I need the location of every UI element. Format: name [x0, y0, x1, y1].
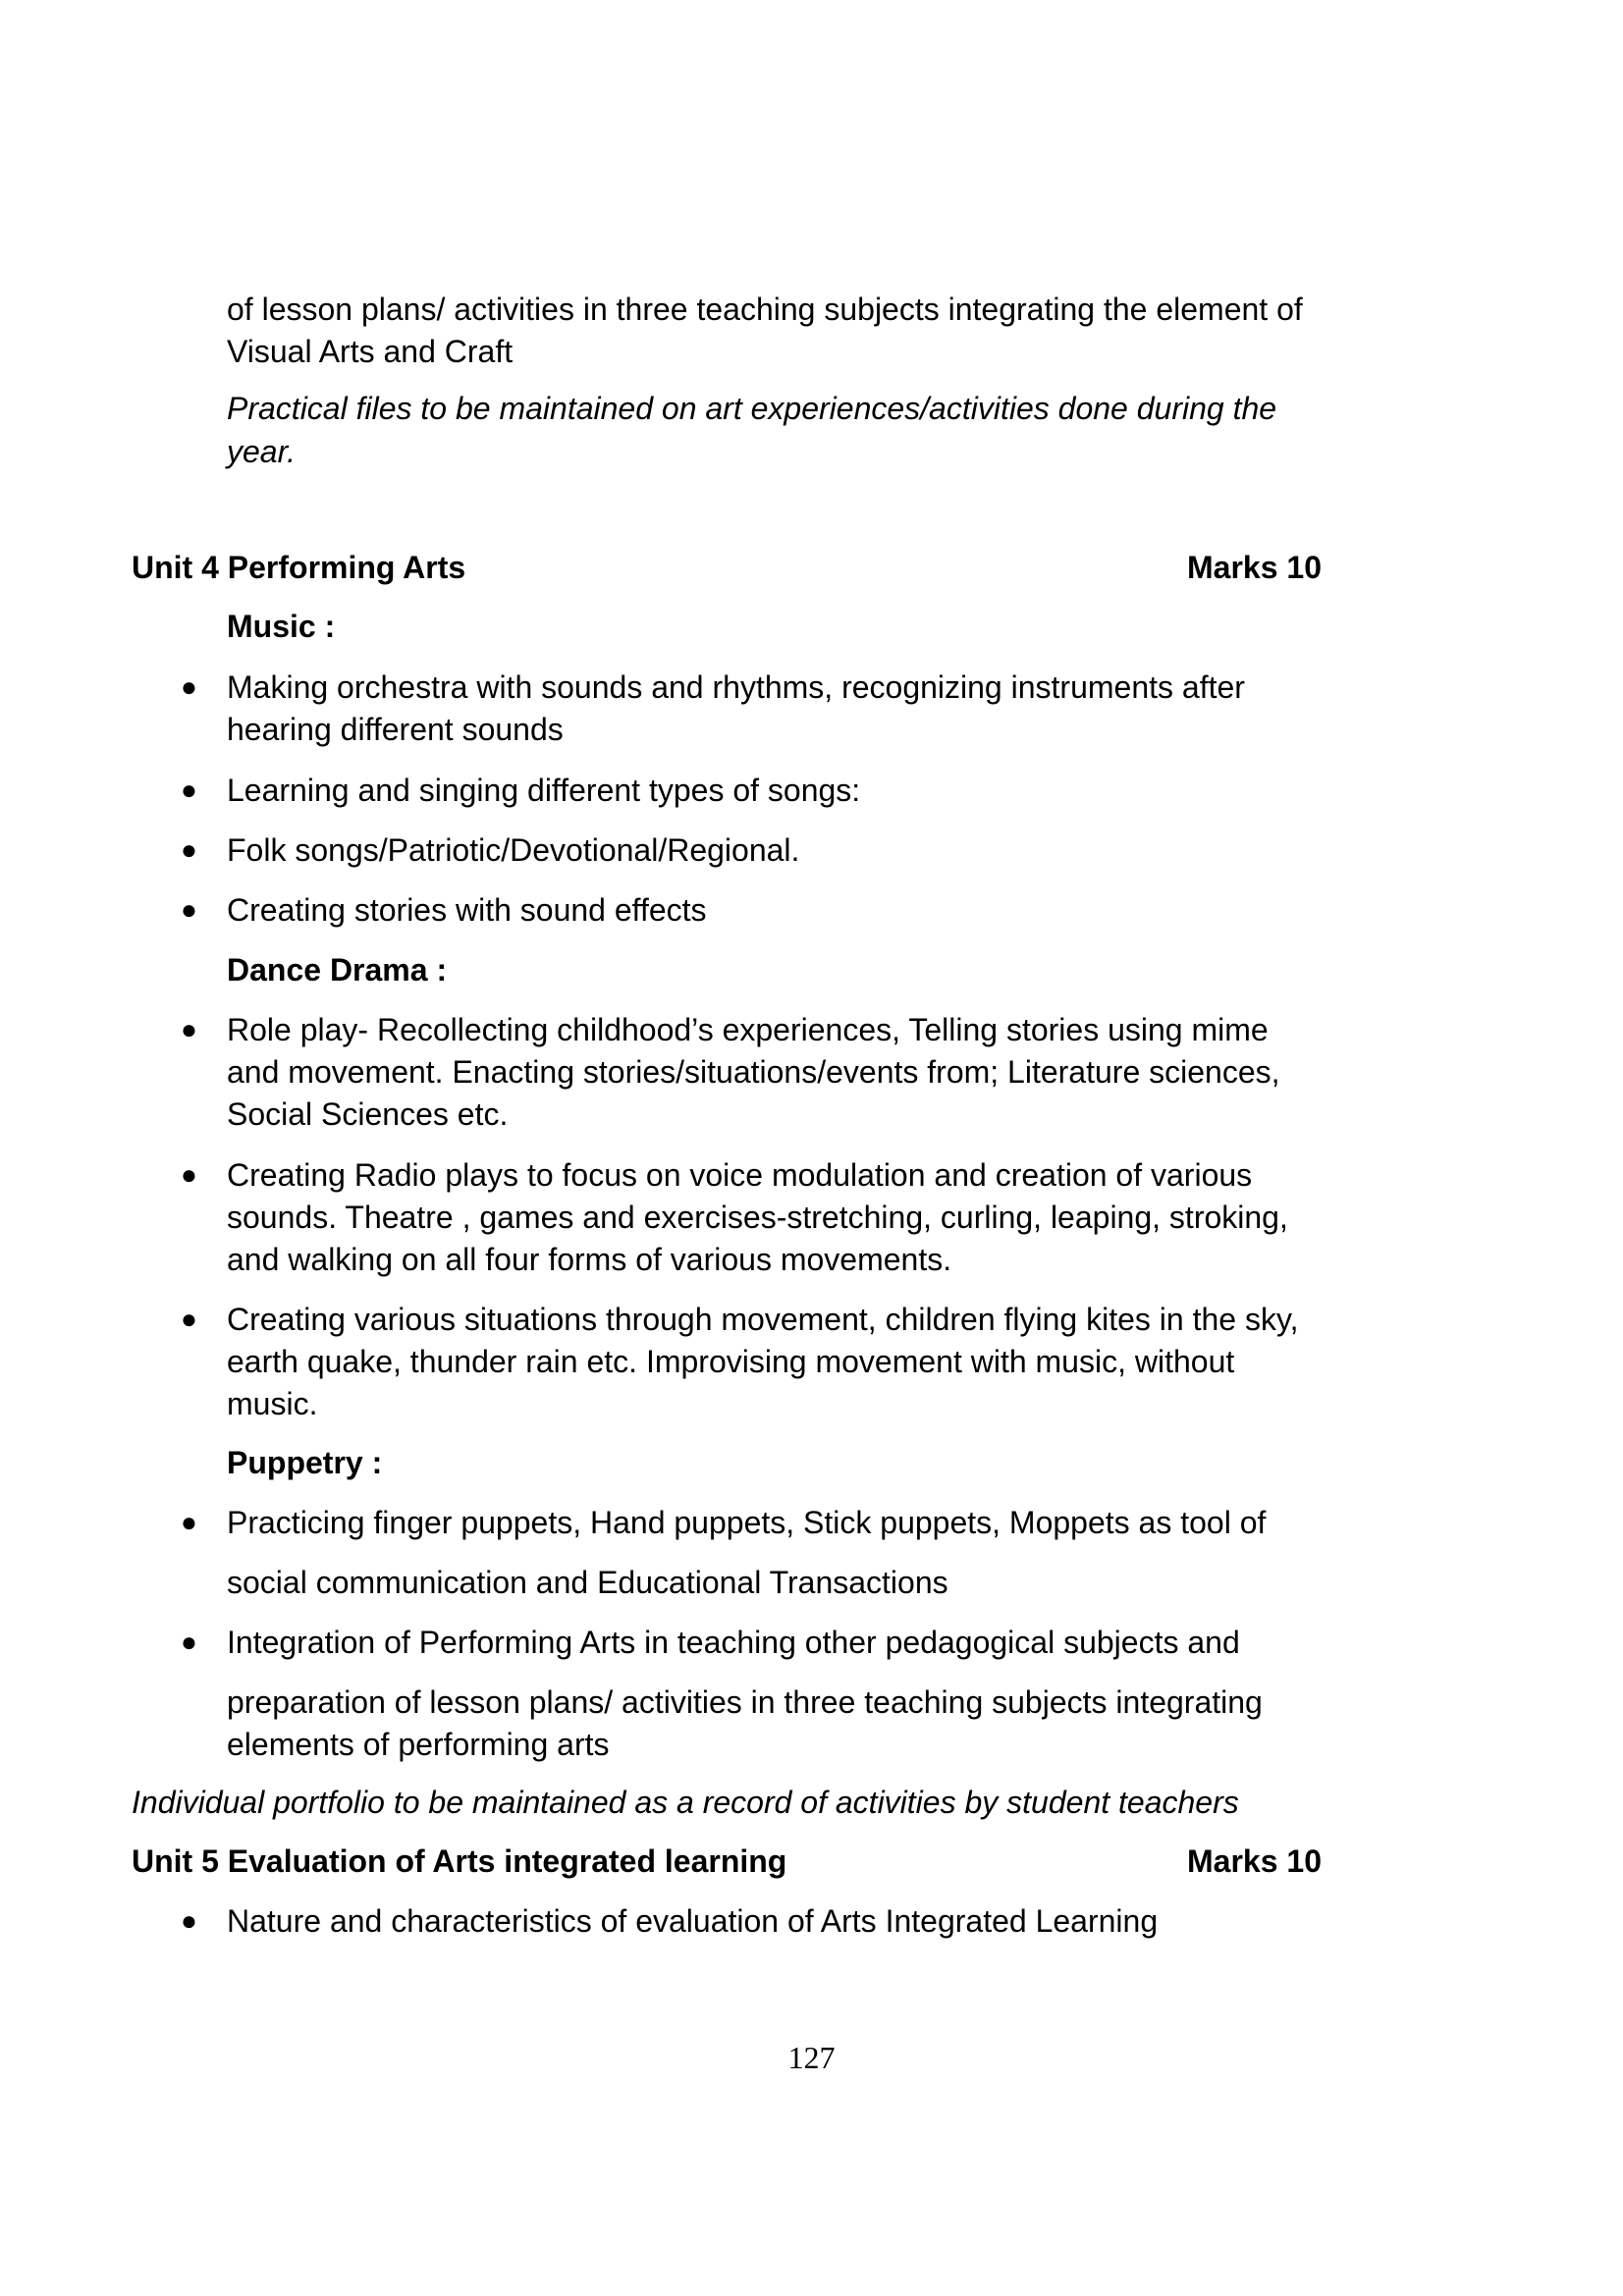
intro-line: of lesson plans/ activities in three teaching subjects integrating the element of	[227, 292, 1303, 327]
list-item: Folk songs/Patriotic/Devotional/Regional.	[227, 832, 800, 868]
list-item: hearing different sounds	[227, 712, 564, 747]
list-item: and movement. Enacting stories/situations/events from; Literature sciences,	[227, 1054, 1280, 1090]
list-item: Creating Radio plays to focus on voice modulation and creation of various	[227, 1157, 1253, 1193]
list-item: social communication and Educational Transactions	[227, 1565, 948, 1600]
list-item: Creating various situations through movement, children flying kites in the sky,	[227, 1302, 1299, 1337]
list-item: Social Sciences etc.	[227, 1096, 509, 1132]
music-title: Music :	[227, 609, 336, 644]
list-item: and walking on all four forms of various movements.	[227, 1242, 952, 1277]
bullet-icon: ●	[181, 774, 197, 805]
bullet-icon: ●	[181, 1014, 197, 1044]
list-item: Creating stories with sound effects	[227, 892, 707, 928]
portfolio-note: Individual portfolio to be maintained as a record of activities by student teachers	[132, 1785, 1239, 1820]
list-item: elements of performing arts	[227, 1727, 610, 1762]
unit4-marks: Marks 10	[1187, 550, 1322, 585]
list-item: Nature and characteristics of evaluation of Arts Integrated Learning	[227, 1903, 1159, 1939]
bullet-icon: ●	[181, 894, 197, 925]
list-item: Learning and singing different types of songs:	[227, 773, 861, 808]
list-item: sounds. Theatre , games and exercises-stretching, curling, leaping, stroking,	[227, 1200, 1288, 1235]
list-item: earth quake, thunder rain etc. Improvising movement with music, without	[227, 1344, 1235, 1379]
bullet-icon: ●	[181, 1905, 197, 1936]
bullet-icon: ●	[181, 1159, 197, 1190]
unit4-heading: Unit 4 Performing Arts	[132, 550, 466, 585]
list-item: Integration of Performing Arts in teaching other pedagogical subjects and	[227, 1625, 1240, 1660]
bullet-icon: ●	[181, 671, 197, 702]
bullet-icon: ●	[181, 1627, 197, 1657]
unit5-heading: Unit 5 Evaluation of Arts integrated learning	[132, 1843, 787, 1879]
practical-note: year.	[227, 434, 296, 469]
page-number: 127	[787, 2040, 836, 2075]
puppetry-title: Puppetry :	[227, 1445, 383, 1480]
list-item: Making orchestra with sounds and rhythms, recognizing instruments after	[227, 669, 1245, 705]
list-item: preparation of lesson plans/ activities in three teaching subjects integrating	[227, 1684, 1263, 1720]
list-item: Role play- Recollecting childhood’s experiences, Telling stories using mime	[227, 1012, 1269, 1047]
bullet-icon: ●	[181, 1304, 197, 1334]
dance-drama-title: Dance Drama :	[227, 952, 448, 988]
list-item: music.	[227, 1386, 318, 1421]
unit5-marks: Marks 10	[1187, 1843, 1322, 1879]
intro-line: Visual Arts and Craft	[227, 334, 514, 369]
list-item: Practicing finger puppets, Hand puppets, Stick puppets, Moppets as tool of	[227, 1505, 1267, 1540]
practical-note: Practical files to be maintained on art experiences/activities done during the	[227, 391, 1277, 426]
bullet-icon: ●	[181, 834, 197, 865]
bullet-icon: ●	[181, 1507, 197, 1537]
